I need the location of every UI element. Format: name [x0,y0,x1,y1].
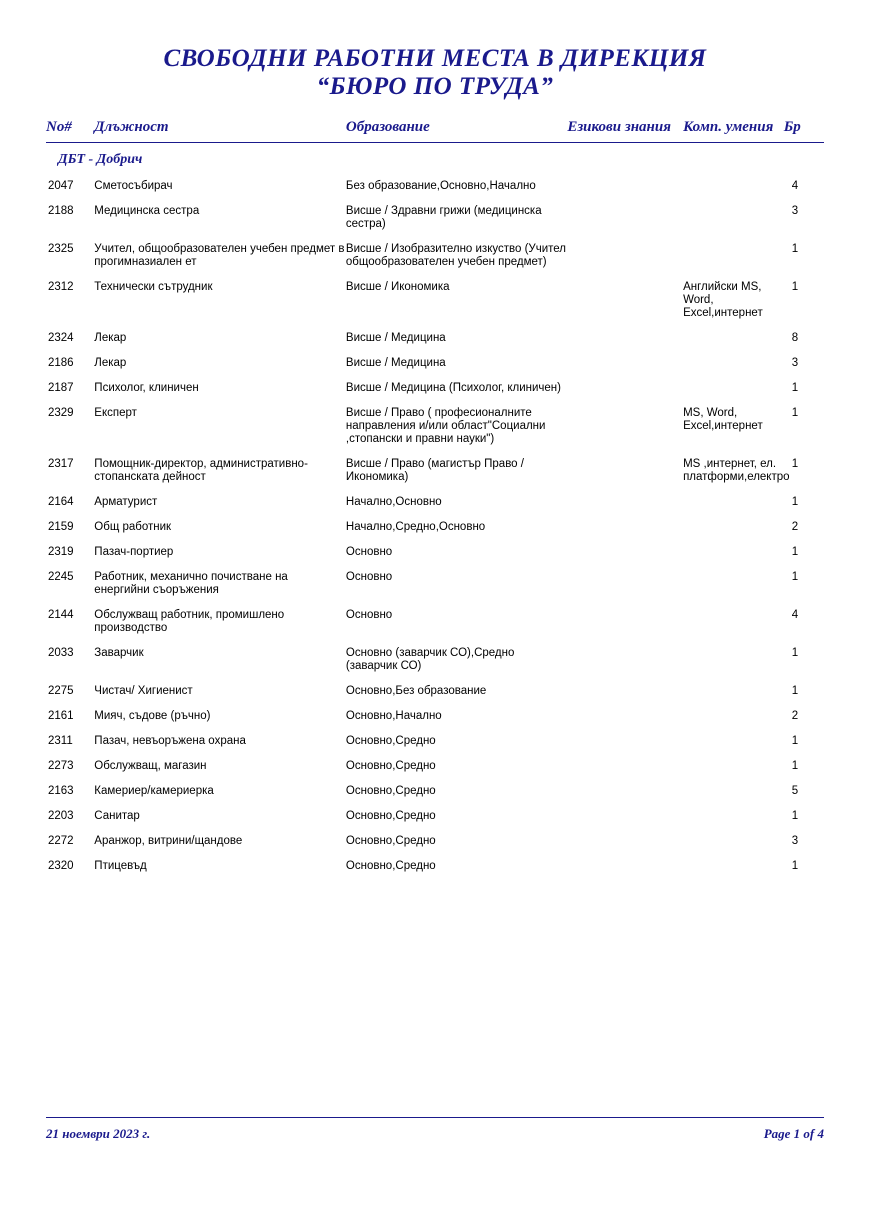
cell-count: 1 [791,496,799,508]
table-row [46,773,824,798]
cell-languages [567,597,683,635]
cell-position: Мияч, съдове (ръчно) [94,710,211,722]
cell-computer-skills [683,320,784,345]
cell-languages [567,193,683,231]
cell-computer-skills [683,748,784,773]
cell-no: 2329 [48,407,74,419]
column-header-count: Бр [784,119,824,143]
cell-no: 2320 [48,860,74,872]
cell-languages [567,748,683,773]
cell-computer-skills [683,534,784,559]
cell-count: 1 [791,458,799,470]
table-row [46,168,824,193]
table-row [46,320,824,345]
table-body [46,143,824,874]
cell-computer-skills: Английски MS, Word, Excel,интернет [683,281,763,319]
cell-count: 2 [791,710,799,722]
cell-position: Помощник-директор, административно-стопанската дейност [94,458,308,483]
cell-position: Пазач, невъоръжена охрана [94,735,246,747]
table-row [46,673,824,698]
vacancies-table [46,119,824,873]
cell-no: 2203 [48,810,74,822]
cell-count: 4 [791,180,799,192]
cell-count: 1 [791,382,799,394]
cell-computer-skills [683,773,784,798]
cell-computer-skills [683,484,784,509]
table-row [46,723,824,748]
cell-position: Учител, общообразователен учебен предмет в прогимназиален ет [94,243,345,268]
cell-education: Основно,Средно [345,735,436,747]
cell-no: 2319 [48,546,74,558]
cell-no: 2186 [48,357,74,369]
cell-education: Висше / Медицина [345,332,446,344]
column-header-languages: Езикови знания [567,119,683,143]
footer-page-number: Page 1 of 4 [763,1126,824,1141]
cell-languages [567,559,683,597]
cell-computer-skills [683,635,784,673]
cell-languages [567,698,683,723]
table-row [46,231,824,269]
cell-computer-skills [683,823,784,848]
cell-no: 2312 [48,281,74,293]
cell-count: 1 [791,760,799,772]
cell-computer-skills [683,698,784,723]
table-row [46,509,824,534]
column-header-no: No# [46,119,94,143]
table-group-row [46,143,824,169]
cell-no: 2188 [48,205,74,217]
cell-position: Технически сътрудник [94,281,213,293]
cell-education: Основно,Средно [345,785,436,797]
cell-no: 2311 [48,735,73,747]
cell-count: 2 [791,521,799,533]
cell-no: 2275 [48,685,74,697]
cell-no: 2317 [48,458,74,470]
cell-count: 5 [791,785,799,797]
table-row [46,798,824,823]
cell-education: Висше / Здравни грижи (медицинска сестра) [345,205,542,230]
table-row [46,193,824,231]
cell-count: 1 [791,243,799,255]
cell-count: 1 [791,647,799,659]
cell-education: Висше / Икономика [345,281,450,293]
cell-count: 3 [791,357,799,369]
table-row [46,823,824,848]
cell-education: Основно [345,546,393,558]
cell-education: Висше / Медицина (Психолог, клиничен) [345,382,561,394]
cell-computer-skills [683,597,784,635]
cell-languages [567,534,683,559]
cell-count: 1 [791,860,799,872]
cell-education: Основно,Средно [345,860,436,872]
cell-position: Санитар [94,810,140,822]
cell-education: Висше / Право (магистър Право /Икономика) [345,458,524,483]
cell-no: 2047 [48,180,74,192]
cell-position: Пазач-портиер [94,546,174,558]
cell-count: 3 [791,835,799,847]
cell-count: 1 [791,281,799,293]
cell-education: Основно,Средно [345,810,436,822]
table-row [46,848,824,873]
cell-computer-skills [683,370,784,395]
cell-languages [567,798,683,823]
table-row [46,534,824,559]
cell-position: Общ работник [94,521,172,533]
cell-no: 2144 [48,609,74,621]
cell-languages [567,231,683,269]
cell-computer-skills [683,723,784,748]
cell-computer-skills [683,168,784,193]
cell-count: 1 [791,546,799,558]
footer-date: 21 ноември 2023 г. [46,1126,151,1141]
cell-count: 4 [791,609,799,621]
cell-count: 1 [791,735,799,747]
cell-position: Сметосъбирач [94,180,173,192]
cell-languages [567,484,683,509]
column-header-education: Образование [346,119,567,143]
cell-education: Начално,Основно [345,496,442,508]
cell-languages [567,370,683,395]
cell-count: 1 [791,685,799,697]
cell-education: Основно,Без образование [345,685,487,697]
cell-languages [567,823,683,848]
cell-computer-skills: MS, Word, Excel,интернет [683,407,763,432]
cell-count: 1 [791,571,799,583]
cell-no: 2245 [48,571,74,583]
cell-computer-skills [683,798,784,823]
cell-computer-skills [683,231,784,269]
cell-education: Основно,Средно [345,835,436,847]
cell-position: Лекар [94,357,127,369]
cell-education: Висше / Право ( професионалните направления и/или област"Социални ,стопански и правни науки") [345,407,546,445]
cell-education: Основно [345,609,393,621]
cell-education: Без образование,Основно,Начално [345,180,536,192]
cell-position: Камериер/камериерка [94,785,214,797]
cell-count: 8 [791,332,799,344]
cell-position: Чистач/ Хигиенист [94,685,193,697]
cell-languages [567,168,683,193]
cell-position: Обслужващ работник, промишлено производство [94,609,285,634]
page-footer [46,1117,824,1142]
cell-languages [567,773,683,798]
cell-no: 2161 [48,710,74,722]
cell-education: Основно,Средно [345,760,436,772]
table-row [46,484,824,509]
cell-languages [567,269,683,320]
table-row [46,748,824,773]
cell-education: Основно [345,571,393,583]
cell-languages [567,320,683,345]
cell-computer-skills [683,673,784,698]
table-row [46,446,824,484]
cell-education: Начално,Средно,Основно [345,521,486,533]
table-row [46,698,824,723]
cell-count: 3 [791,205,799,217]
group-label: ДБТ - Добрич [58,152,143,167]
cell-no: 2033 [48,647,74,659]
cell-computer-skills: MS ,интернет, ел. платформи,електро [683,458,790,483]
cell-languages [567,446,683,484]
cell-position: Арматурист [94,496,158,508]
cell-education: Висше / Медицина [345,357,446,369]
cell-position: Аранжор, витрини/щандове [94,835,243,847]
title-line-2: “БЮРО ПО ТРУДА” [316,73,554,100]
cell-languages [567,723,683,748]
cell-position: Медицинска сестра [94,205,200,217]
cell-position: Заварчик [94,647,144,659]
cell-education: Основно,Начално [345,710,442,722]
table-row [46,559,824,597]
cell-count: 1 [791,407,799,419]
table-row [46,269,824,320]
cell-languages [567,848,683,873]
cell-no: 2272 [48,835,74,847]
cell-computer-skills [683,509,784,534]
page-title [46,0,824,101]
cell-languages [567,395,683,446]
table-header [46,119,824,143]
cell-languages [567,673,683,698]
table-row [46,370,824,395]
column-header-computer-skills: Комп. умения [683,119,784,143]
cell-no: 2164 [48,496,74,508]
table-row [46,345,824,370]
cell-computer-skills [683,848,784,873]
cell-no: 2187 [48,382,74,394]
cell-computer-skills [683,193,784,231]
cell-no: 2159 [48,521,74,533]
cell-no: 2273 [48,760,74,772]
cell-no: 2325 [48,243,74,255]
cell-education: Основно (заварчик СО),Средно (заварчик СО) [345,647,515,672]
cell-position: Психолог, клиничен [94,382,199,394]
cell-position: Експерт [94,407,137,419]
table-row [46,395,824,446]
cell-no: 2324 [48,332,74,344]
title-line-1: СВОБОДНИ РАБОТНИ МЕСТА В ДИРЕКЦИЯ [163,45,707,72]
table-row [46,635,824,673]
column-header-position: Длъжност [94,119,346,143]
cell-position: Лекар [94,332,127,344]
cell-languages [567,509,683,534]
cell-languages [567,345,683,370]
cell-no: 2163 [48,785,74,797]
cell-education: Висше / Изобразително изкуство (Учител общообразователен учебен предмет) [345,243,566,268]
cell-count: 1 [791,810,799,822]
table-row [46,597,824,635]
cell-position: Птицевъд [94,860,147,872]
cell-position: Работник, механично почистване на енергийни съоръжения [94,571,288,596]
cell-position: Обслужващ, магазин [94,760,207,772]
cell-languages [567,635,683,673]
cell-computer-skills [683,559,784,597]
group-filler [346,143,824,169]
cell-computer-skills [683,345,784,370]
